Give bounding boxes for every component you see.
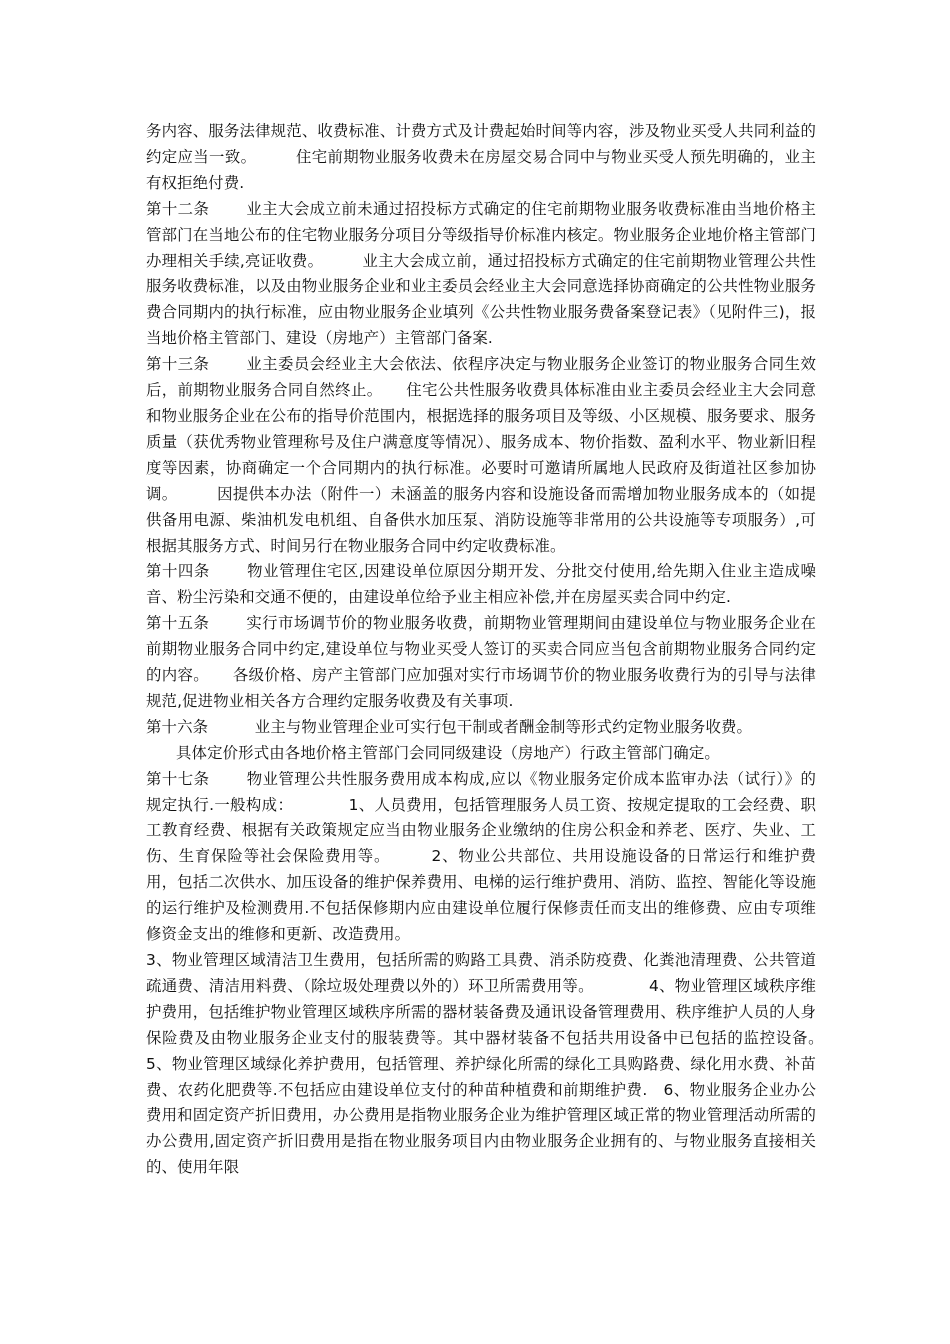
article-12: 第十二条 业主大会成立前未通过招投标方式确定的住宅前期物业服务收费标准由当地价格主管部门在当地公布的住宅物业服务分项目分等级指导价标准内核定。物业服务企业地价格主管部门办理相关手续,亮证收费。 业主大会成立前，通过招投标方式确定的住宅前期物业管理公共性服务收费标准，以及由物业服务企业和业主委员会经业主大会同意选择协商确定的公共性物业服务费合同期内的执行标准，应由物业服务企业填列《公共性物业服务费备案登记表》（见附件三)，报当地价格主管部门、建设（房地产）主管部门备案. — [146, 199, 816, 348]
article-15: 第十五条 实行市场调节价的物业服务收费，前期物业管理期间由建设单位与物业服务企业在前期物业服务合同中约定,建设单位与物业买受人签订的买卖合同应当包含前期物业服务合同约定的内容。 各级价格、房产主管部门应加强对实行市场调节价的物业服务收费行为的引导与法律规范,促进物业相关各方合理约定服务收费及有关事项. — [146, 614, 816, 710]
article-17: 第十七条 物业管理公共性服务费用成本构成,应以《物业服务定价成本监审办法（试行）》的规定执行.一般构成： 1、人员费用，包括管理服务人员工资、按规定提取的工会经费、职工教育经费、根据有关政策规定应当由物业服务企业缴纳的住房公积金和养老、医疗、失业、工伤、生育保险等社会保险费用等。 2、物业公共部位、共用设施设备的日常运行和维护费用，包括二次供水、加压设备的维护保养费用、电梯的运行维护费用、消防、监控、智能化等设施的运行维护及检测费用.不包括保修期内应由建设单位履行保修责任而支出的维修费、应由专项维修资金支出的维修和更新、改造费用。 — [146, 769, 816, 944]
article-14: 第十四条 物业管理住宅区,因建设单位原因分期开发、分批交付使用,给先期入住业主造成噪音、粉尘污染和交通不便的，由建设单位给予业主相应补偿,并在房屋买卖合同中约定. — [146, 562, 816, 607]
article-13: 第十三条 业主委员会经业主大会依法、依程序决定与物业服务企业签订的物业服务合同生效后，前期物业服务合同自然终止。 住宅公共性服务收费具体标准由业主委员会经业主大会同意和物业服务企业在公布的指导价范围内，根据选择的服务项目及等级、小区规模、服务要求、服务质量（获优秀物业管理称号及住户满意度等情况）、服务成本、物价指数、盈利水平、物业新旧程度等因素，协商确定一个合同期内的执行标准。必要时可邀请所属地人民政府及街道社区参加协调。 因提供本办法（附件一）未涵盖的服务内容和设施设备而需增加物业服务成本的（如提供备用电源、柴油机发电机组、自备供水加压泵、消防设施等非常用的公共设施等专项服务）,可根据其服务方式、时间另行在物业服务合同中约定收费标准。 — [146, 355, 816, 555]
document-body — [146, 119, 879, 1181]
article-16-detail: 具体定价形式由各地价格主管部门会同同级建设（房地产）行政主管部门确定。 — [176, 743, 720, 762]
article-16: 第十六条 业主与物业管理企业可实行包干制或者酬金制等形式约定物业服务收费。 — [146, 717, 753, 736]
paragraph-continuation: 务内容、服务法律规范、收费标准、计费方式及计费起始时间等内容，涉及物业买受人共同利益的约定应当一致。 住宅前期物业服务收费未在房屋交易合同中与物业买受人预先明确的，业主有权拒绝付费. — [146, 122, 816, 192]
article-17-items: 3、物业管理区域清洁卫生费用，包括所需的购路工具费、消杀防疫费、化粪池清理费、公共管道疏通费、清洁用料费、（除垃圾处理费以外的）环卫所需费用等。 4、物业管理区域秩序维护费用，包括维护物业管理区域秩序所需的器材装备费及通讯设备管理费用、秩序维护人员的人身保险费及由物业服务企业支付的服装费等。其中器材装备不包括共用设备中已包括的监控设备。 5、物业管理区域绿化养护费用，包括管理、养护绿化所需的绿化工具购路费、绿化用水费、补苗费、农药化肥费等.不包括应由建设单位支付的种苗种植费和前期维护费. 6、物业服务企业办公费用和固定资产折旧费用，办公费用是指物业服务企业为维护管理区域正常的物业管理活动所需的办公费用,固定资产折旧费用是指在物业服务项目内由物业服务企业拥有的、与物业服务直接相关的、使用年限 — [146, 951, 879, 1177]
